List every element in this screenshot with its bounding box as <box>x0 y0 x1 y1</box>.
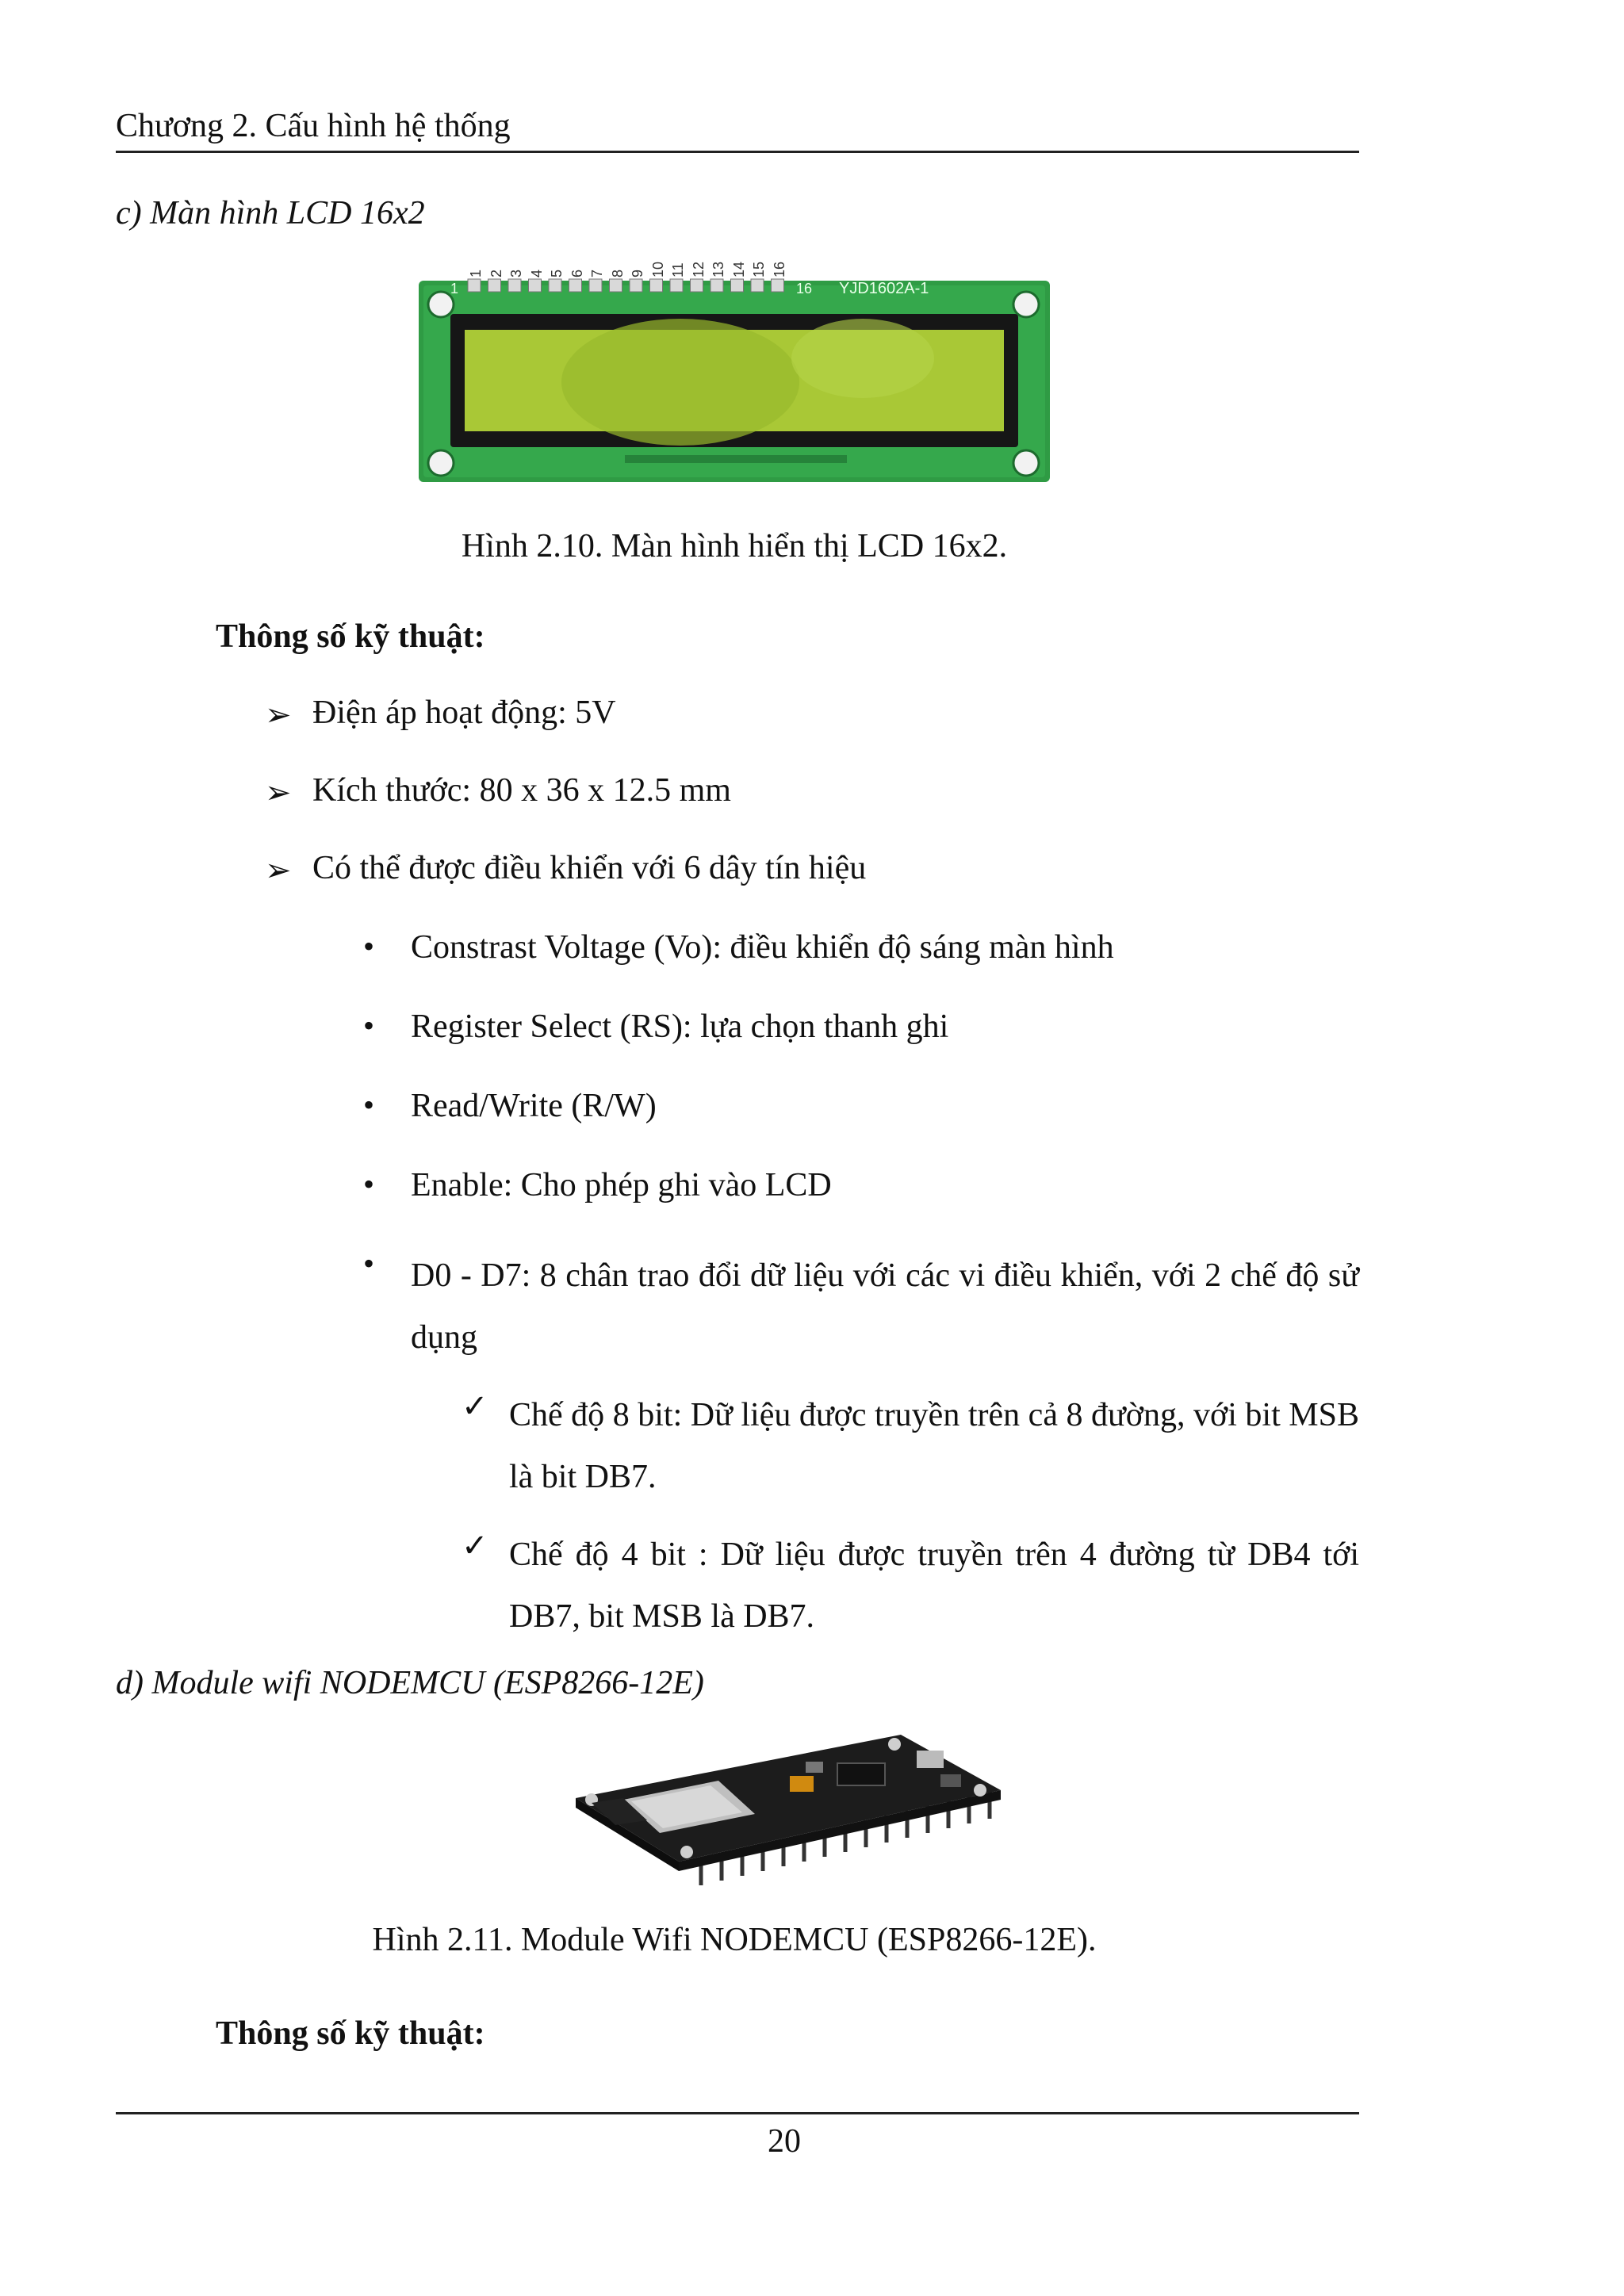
lcd-header-pin <box>549 279 561 292</box>
lcd-pin-number-label: 8 <box>609 269 626 277</box>
check-bullet-icon: ✓ <box>462 1528 488 1563</box>
lcd-header-pin <box>710 279 723 292</box>
lcd-pin-number-label: 16 <box>771 261 787 277</box>
lcd-header-pin <box>772 279 784 292</box>
lcd-header-pin <box>670 279 683 292</box>
lcd-header-pin <box>569 279 582 292</box>
lcd-header-pin <box>650 279 663 292</box>
arrow-bullet-icon: ➢ <box>265 852 292 888</box>
dot-bullet-icon: • <box>363 1008 375 1043</box>
lcd-pin-number-label: 6 <box>569 269 585 277</box>
signal-item-rs: Register Select (RS): lựa chọn thanh ghi <box>411 1008 949 1045</box>
footer-rule <box>116 2112 1359 2114</box>
lcd-header-pin <box>529 279 542 292</box>
lcd-header-pin <box>731 279 744 292</box>
nodemcu-image <box>568 1727 1001 1885</box>
header-rule <box>116 151 1359 153</box>
arrow-bullet-icon: ➢ <box>265 775 292 810</box>
lcd-pin-number-label: 4 <box>528 269 545 277</box>
lcd-pin-number-label: 7 <box>589 269 605 277</box>
figure-2-10-caption: Hình 2.10. Màn hình hiển thị LCD 16x2. <box>461 528 1008 564</box>
lcd-pin-number-label: 14 <box>730 261 747 277</box>
lcd-model-label: YJD1602A-1 <box>839 280 929 297</box>
signal-item-rw: Read/Write (R/W) <box>411 1088 657 1124</box>
dot-bullet-icon: • <box>363 1087 375 1123</box>
lcd-pin-number-label: 11 <box>670 262 686 277</box>
mode-item-8bit: Chế độ 8 bit: Dữ liệu được truyền trên cả 8 đường, với bit MSB là bit DB7. <box>509 1397 1359 1495</box>
spec-heading-lcd: Thông số kỹ thuật: <box>216 618 485 655</box>
lcd-16x2-image <box>419 255 1050 482</box>
chapter-title: Chương 2. Cấu hình hệ thống <box>116 108 511 144</box>
signal-item-data-pins: D0 - D7: 8 chân trao đổi dữ liệu với các vi điều khiển, với 2 chế độ sử dụng <box>411 1257 1359 1356</box>
lcd-header-pin <box>751 279 764 292</box>
dot-bullet-icon: • <box>363 1166 375 1202</box>
section-d-heading: d) Module wifi NODEMCU (ESP8266-12E) <box>116 1665 704 1701</box>
lcd-pin-number-label: 10 <box>649 261 666 277</box>
lcd-pin-number-label: 5 <box>549 269 565 277</box>
mode-item-4bit: Chế độ 4 bit : Dữ liệu được truyền trên 4 đường từ DB4 tới DB7, bit MSB là DB7. <box>509 1536 1359 1635</box>
spec-item-voltage: Điện áp hoạt động: 5V <box>312 695 616 731</box>
lcd-header-pin <box>610 279 622 292</box>
lcd-pin-number-label: 3 <box>508 269 524 277</box>
lcd-pin-number-label: 1 <box>468 269 484 277</box>
lcd-header-pin <box>691 279 703 292</box>
lcd-header-pin <box>630 279 642 292</box>
signal-item-vo: Constrast Voltage (Vo): điều khiển độ sáng màn hình <box>411 929 1114 966</box>
spec-item-signal-lines: Có thể được điều khiển với 6 dây tín hiệu <box>312 850 867 886</box>
spec-heading-nodemcu: Thông số kỹ thuật: <box>216 2015 485 2052</box>
lcd-pin-number-label: 9 <box>630 269 645 277</box>
page-number: 20 <box>768 2123 801 2160</box>
lcd-pin-number-label: 2 <box>488 269 504 277</box>
lcd-pin-number-label: 15 <box>751 261 767 277</box>
spec-item-size: Kích thước: 80 x 36 x 12.5 mm <box>312 772 731 809</box>
dot-bullet-icon: • <box>363 928 375 964</box>
lcd-pin-number-label: 12 <box>690 261 707 277</box>
lcd-pin-end-label: 16 <box>796 281 813 297</box>
lcd-header-pin <box>488 279 501 292</box>
lcd-pin-number-label: 13 <box>710 261 726 277</box>
dot-bullet-icon: • <box>363 1246 375 1281</box>
lcd-pin-start-label: 1 <box>450 281 459 297</box>
lcd-header-pin <box>508 279 521 292</box>
lcd-header-pin <box>468 279 481 292</box>
figure-2-11-caption: Hình 2.11. Module Wifi NODEMCU (ESP8266-12E). <box>372 1922 1097 1958</box>
check-bullet-icon: ✓ <box>462 1388 488 1424</box>
section-c-heading: c) Màn hình LCD 16x2 <box>116 195 425 232</box>
lcd-header-pin <box>589 279 602 292</box>
arrow-bullet-icon: ➢ <box>265 697 292 733</box>
signal-item-enable: Enable: Cho phép ghi vào LCD <box>411 1167 832 1203</box>
